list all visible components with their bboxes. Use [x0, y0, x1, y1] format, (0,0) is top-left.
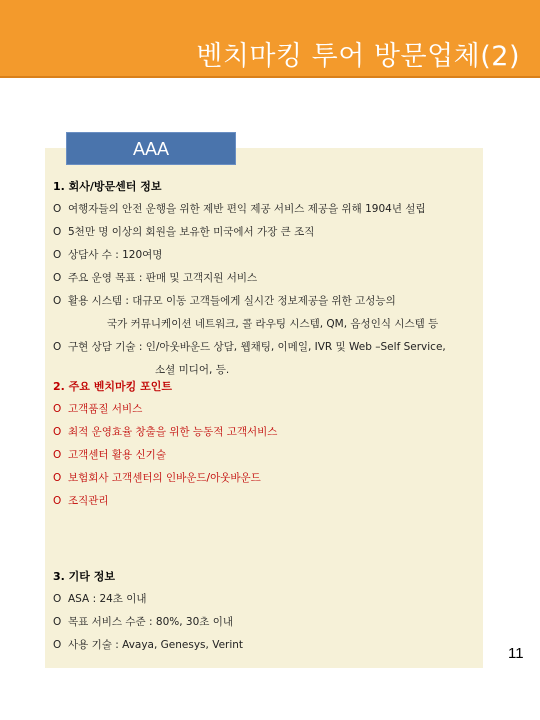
list-item-text: 조직관리: [68, 495, 109, 507]
bullet-marker: O: [53, 249, 62, 261]
list-item: [53, 444, 493, 467]
bullet-marker: O: [53, 639, 62, 651]
list-item-text: 목표 서비스 수준 : 80%, 30초 이내: [68, 616, 234, 628]
section-heading: 2. 주요 벤치마킹 포인트: [53, 380, 172, 393]
list-item: [53, 198, 493, 221]
bullet-marker: O: [53, 341, 62, 353]
list-item-text: 주요 운영 목표 : 판매 및 고객지원 서비스: [68, 272, 258, 284]
section-other-info: [53, 566, 493, 657]
list-item: [53, 634, 493, 657]
list-item-text: 고객센터 활용 신기술: [68, 449, 166, 461]
bullet-marker: O: [53, 403, 62, 415]
list-item: [53, 221, 493, 244]
list-item-text: 사용 기술 : Avaya, Genesys, Verint: [68, 639, 244, 651]
section-company-info: [53, 176, 493, 382]
page-number: 11: [508, 645, 524, 662]
bullet-marker: O: [53, 226, 62, 238]
list-item-text: 여행자들의 안전 운행을 위한 제반 편익 제공 서비스 제공을 위해 1904년 설립: [68, 203, 426, 215]
list-item-text: 5천만 명 이상의 회원을 보유한 미국에서 가장 큰 조직: [68, 226, 315, 238]
list-item: [53, 290, 493, 313]
list-item-text: 최적 운영효율 창출을 위한 능동적 고객서비스: [68, 426, 278, 438]
list-item-text: 활용 시스템 : 대규모 이동 고객들에게 실시간 정보제공을 위한 고성능의: [68, 295, 396, 307]
section-heading: 1. 회사/방문센터 정보: [53, 180, 162, 193]
list-item: [53, 588, 493, 611]
list-item-text: 보험회사 고객센터의 인바운드/아웃바운드: [68, 472, 261, 484]
bullet-marker: O: [53, 472, 62, 484]
list-item-text: 구현 상담 기술 : 인/아웃바운드 상담, 웹채팅, 이메일, IVR 및 Web –Self Service,: [68, 341, 446, 353]
company-name-tab: AAA: [66, 132, 236, 165]
bullet-marker: O: [53, 449, 62, 461]
section-heading: 3. 기타 정보: [53, 570, 115, 583]
bullet-marker: O: [53, 593, 62, 605]
section-benchmark-points: [53, 376, 493, 513]
list-item: [53, 267, 493, 290]
list-item-continuation: 국가 커뮤니케이션 네트워크, 콜 라우팅 시스템, QM, 음성인식 시스템 등: [107, 318, 439, 330]
list-item: [53, 421, 493, 444]
list-item: [53, 490, 493, 513]
bullet-marker: O: [53, 295, 62, 307]
list-item-continuation: 소셜 미디어, 등.: [155, 364, 230, 376]
bullet-marker: O: [53, 495, 62, 507]
list-item: [53, 611, 493, 634]
list-item: [53, 336, 493, 359]
list-item: [53, 244, 493, 267]
bullet-marker: O: [53, 203, 62, 215]
bullet-marker: O: [53, 272, 62, 284]
list-item-text: 상담사 수 : 120여명: [68, 249, 163, 261]
bullet-marker: O: [53, 616, 62, 628]
header-bar: [0, 0, 540, 78]
list-item: [53, 467, 493, 490]
list-item-text: ASA : 24초 이내: [68, 593, 147, 605]
list-item-text: 고객품질 서비스: [68, 403, 143, 415]
list-item: [53, 398, 493, 421]
page-title: 벤치마킹 투어 방문업체(2): [196, 41, 520, 72]
bullet-marker: O: [53, 426, 62, 438]
